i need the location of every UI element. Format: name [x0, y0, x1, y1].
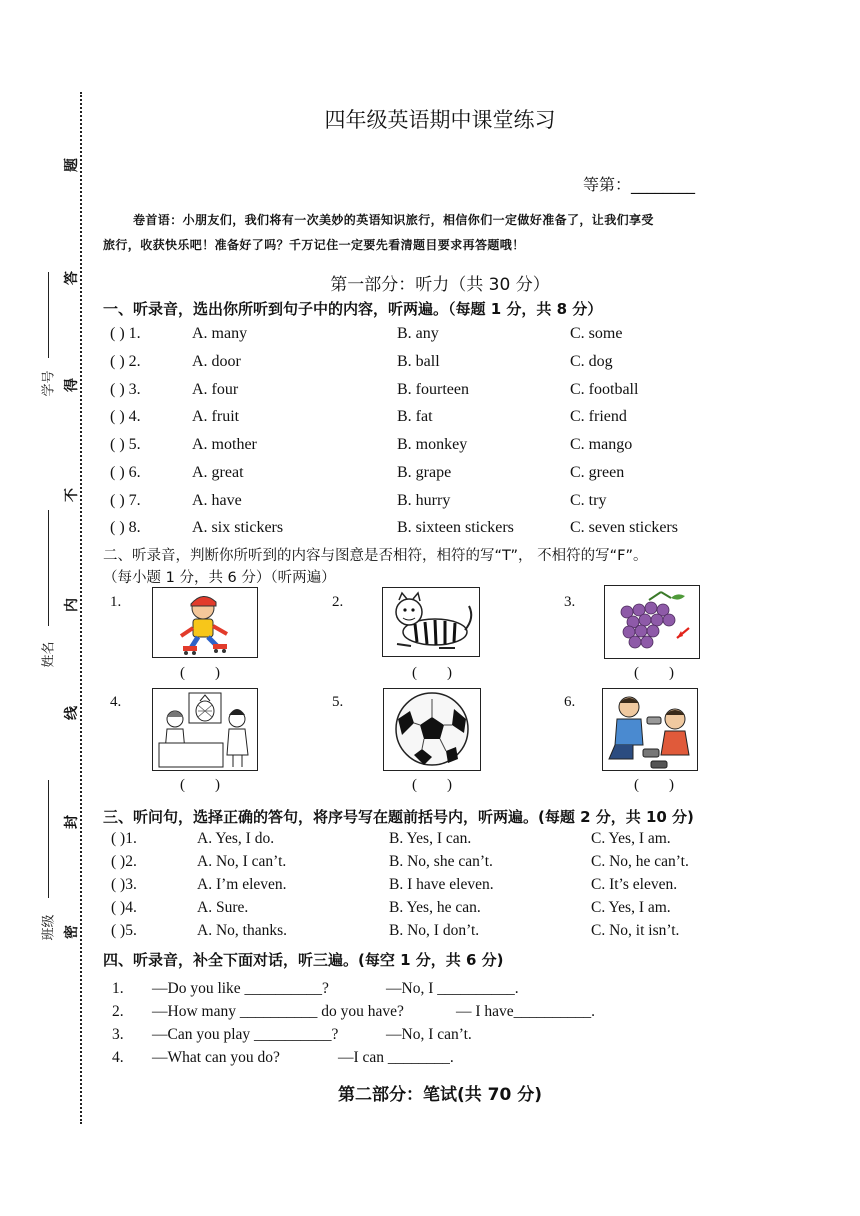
option-b: B. No, I don’t.	[389, 922, 480, 939]
option-b: B. Yes, he can.	[389, 899, 481, 916]
class-line	[48, 780, 49, 898]
section3-heading: 三、听问句，选择正确的答句，将序号写在题前括号内，听两遍。(每题 2 分，共 10 分)	[103, 808, 694, 826]
dialogue-question[interactable]: —How many __________ do you have?	[152, 1003, 404, 1020]
s1-answer-blank[interactable]: ( ) 2.	[110, 353, 141, 370]
intro-line-1: 卷首语：小朋友们，我们将有一次美妙的英语知识旅行，相信你们一定做好准备了，让我们享受	[133, 213, 654, 227]
option-b: B. grape	[397, 464, 452, 481]
option-a: A. Yes, I do.	[197, 830, 275, 847]
answer-paren-3[interactable]: ( )	[634, 665, 674, 681]
dialogue-question[interactable]: —Can you play __________?	[152, 1026, 339, 1043]
name-line	[48, 510, 49, 626]
option-a: A. mother	[192, 436, 257, 453]
s3-answer-blank[interactable]: ( )4.	[111, 899, 137, 916]
option-a: A. door	[192, 353, 241, 370]
item-number: 2.	[112, 1003, 124, 1020]
binding-char-8: 密	[64, 925, 80, 939]
option-c: C. seven stickers	[570, 519, 678, 536]
item-number: 3.	[112, 1026, 124, 1043]
picture-number: 3.	[564, 594, 576, 610]
s1-answer-blank[interactable]: ( ) 1.	[110, 325, 141, 342]
s3-answer-blank[interactable]: ( )3.	[111, 876, 137, 893]
section2-heading-1: 二、听录音，判断你所听到的内容与图意是否相符，相符的写“T”， 不相符的写“F”。	[103, 548, 648, 564]
tiger-picture	[382, 587, 480, 657]
option-c: C. try	[570, 492, 607, 509]
option-a: A. Sure.	[197, 899, 249, 916]
s1-answer-blank[interactable]: ( ) 4.	[110, 408, 141, 425]
option-b: B. any	[397, 325, 439, 342]
option-c: C. It’s eleven.	[591, 876, 678, 893]
option-a: A. four	[192, 381, 239, 398]
name-label: 姓名	[41, 641, 57, 668]
option-b: B. hurry	[397, 492, 451, 509]
option-c: C. football	[570, 381, 639, 398]
answer-paren-1[interactable]: ( )	[180, 665, 220, 681]
grapes-picture	[604, 585, 700, 659]
binding-char-3: 得	[64, 378, 80, 392]
answer-paren-2[interactable]: ( )	[412, 665, 452, 681]
option-b: B. sixteen stickers	[397, 519, 514, 536]
picture-number: 6.	[564, 694, 576, 710]
option-b: B. No, she can’t.	[389, 853, 493, 870]
dialogue-question: —What can you do?	[152, 1049, 280, 1066]
answer-paren-4[interactable]: ( )	[180, 777, 220, 793]
dialogue-answer[interactable]: —No, I __________.	[386, 980, 519, 997]
option-b: B. fourteen	[397, 381, 469, 398]
option-b: B. fat	[397, 408, 433, 425]
option-c: C. Yes, I am.	[591, 899, 671, 916]
s3-answer-blank[interactable]: ( )1.	[111, 830, 137, 847]
s1-answer-blank[interactable]: ( ) 7.	[110, 492, 141, 509]
option-c: C. some	[570, 325, 623, 342]
option-a: A. great	[192, 464, 244, 481]
part2-title: 第二部分：笔试(共 70 分)	[337, 1085, 543, 1105]
binding-char-5: 内	[64, 598, 80, 612]
class-label: 班级	[41, 914, 57, 941]
football-picture	[383, 688, 481, 771]
option-b: B. monkey	[397, 436, 468, 453]
answer-paren-6[interactable]: ( )	[634, 777, 674, 793]
dialogue-answer[interactable]: — I have__________.	[456, 1003, 596, 1020]
page-title: 四年级英语期中课堂练习	[324, 108, 556, 132]
option-b: B. ball	[397, 353, 440, 370]
section1-heading: 一、听录音，选出你所听到句子中的内容，听两遍。（每题 1 分，共 8 分）	[103, 300, 603, 318]
option-b: B. Yes, I can.	[389, 830, 472, 847]
option-a: A. many	[192, 325, 248, 342]
binding-char-4: 不	[64, 488, 80, 502]
option-a: A. I’m eleven.	[197, 876, 287, 893]
option-c: C. dog	[570, 353, 613, 370]
boy-skating-picture	[152, 587, 258, 658]
item-number: 4.	[112, 1049, 124, 1066]
pineapple-shop-picture	[152, 688, 258, 771]
section4-heading: 四、听录音，补全下面对话，听三遍。(每空 1 分，共 6 分)	[103, 951, 504, 969]
student-number-label: 学号	[41, 370, 57, 397]
binding-char-1: 题	[64, 158, 80, 172]
s3-answer-blank[interactable]: ( )2.	[111, 853, 137, 870]
option-c: C. Yes, I am.	[591, 830, 671, 847]
option-b: B. I have eleven.	[389, 876, 494, 893]
option-a: A. fruit	[192, 408, 240, 425]
option-c: C. friend	[570, 408, 627, 425]
kids-toy-cars-picture	[602, 688, 698, 771]
s1-answer-blank[interactable]: ( ) 6.	[110, 464, 141, 481]
s3-answer-blank[interactable]: ( )5.	[111, 922, 137, 939]
option-c: C. No, it isn’t.	[591, 922, 680, 939]
answer-paren-5[interactable]: ( )	[412, 777, 452, 793]
item-number: 1.	[112, 980, 124, 997]
grade-field[interactable]: 等第：________	[583, 175, 696, 194]
picture-number: 1.	[110, 594, 122, 610]
picture-number: 5.	[332, 694, 344, 710]
part1-title: 第一部分：听力（共 30 分）	[330, 275, 550, 295]
picture-number: 4.	[110, 694, 122, 710]
binding-char-2: 答	[64, 271, 80, 285]
s1-answer-blank[interactable]: ( ) 8.	[110, 519, 141, 536]
section2-heading-2: （每小题 1 分，共 6 分）（听两遍）	[103, 570, 336, 586]
option-a: A. No, thanks.	[197, 922, 287, 939]
s1-answer-blank[interactable]: ( ) 3.	[110, 381, 141, 398]
option-a: A. No, I can’t.	[197, 853, 287, 870]
option-c: C. mango	[570, 436, 633, 453]
option-a: A. six stickers	[192, 519, 284, 536]
binding-char-7: 封	[64, 815, 80, 829]
option-c: C. No, he can’t.	[591, 853, 689, 870]
binding-char-6: 线	[64, 706, 80, 720]
picture-number: 2.	[332, 594, 344, 610]
dialogue-answer[interactable]: —I can ________.	[338, 1049, 454, 1066]
option-c: C. green	[570, 464, 625, 481]
s1-answer-blank[interactable]: ( ) 5.	[110, 436, 141, 453]
dialogue-question[interactable]: —Do you like __________?	[152, 980, 329, 997]
dialogue-answer: —No, I can’t.	[386, 1026, 472, 1043]
intro-line-2: 旅行，收获快乐吧！准备好了吗？千万记住一定要先看清题目要求再答题哦！	[103, 238, 525, 252]
option-a: A. have	[192, 492, 242, 509]
